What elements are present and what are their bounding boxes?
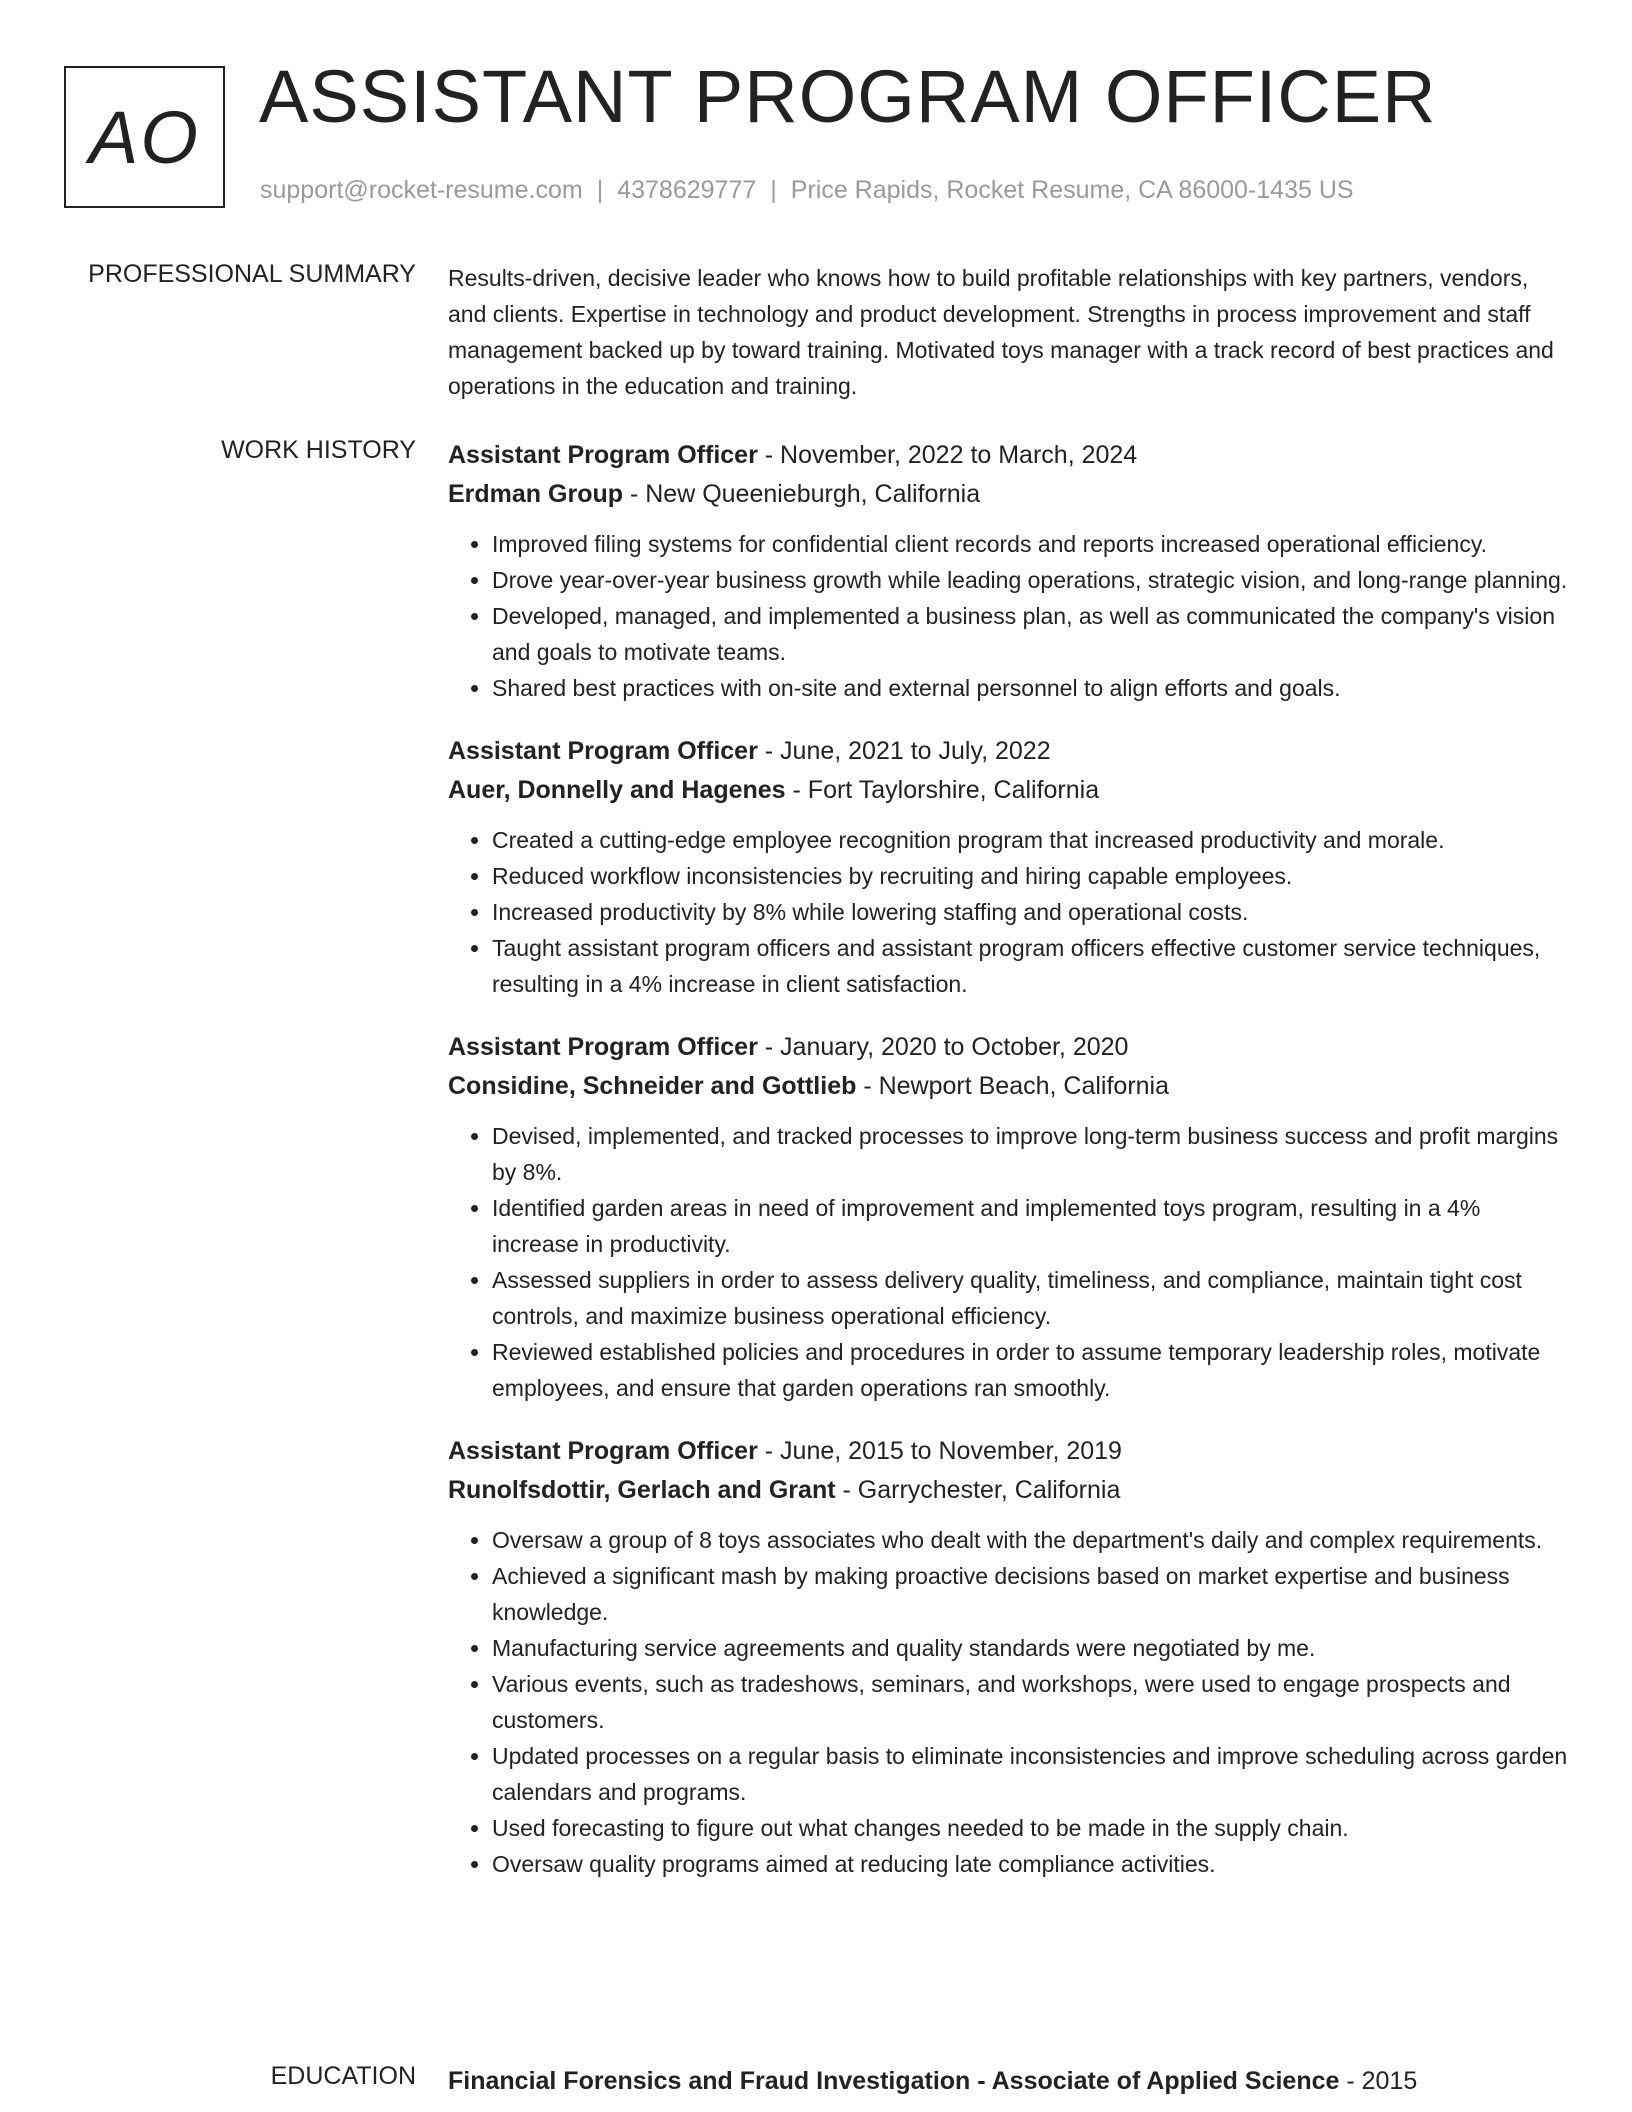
job-bullets [448, 822, 1568, 1002]
contact-address: Price Rapids, Rocket Resume, CA 86000-1435 US [790, 176, 1354, 204]
job-bullet: • Achieved a significant mash by making proactive decisions based on market expertise and business knowledge. [492, 1558, 1568, 1630]
job-bullet: • Devised, implemented, and tracked processes to improve long-term business success and profit margins by 8%. [492, 1118, 1568, 1190]
job-dates: - June, 2021 to July, 2022 [757, 737, 1051, 765]
job-bullet: • Oversaw a group of 8 toys associates who dealt with the department's daily and complex requirements. [492, 1522, 1568, 1558]
job-dates: - January, 2020 to October, 2020 [757, 1033, 1129, 1061]
job-location: - Fort Taylorshire, California [785, 776, 1100, 804]
job-list [448, 436, 1568, 1908]
job-company-line [448, 475, 1568, 514]
job-dates: - June, 2015 to November, 2019 [757, 1437, 1122, 1465]
job-title: Assistant Program Officer [448, 737, 758, 765]
job-bullet: • Updated processes on a regular basis to eliminate inconsistencies and improve scheduling across garden calendars and programs. [492, 1738, 1568, 1810]
contact-separator: | [770, 176, 777, 204]
job-bullet: • Identified garden areas in need of improvement and implemented toys program, resulting in a 4% increase in productivity. [492, 1190, 1568, 1262]
job-company-line [448, 1067, 1568, 1106]
job-location: - Newport Beach, California [856, 1072, 1170, 1100]
education-line [448, 2062, 1568, 2101]
job-title-line [448, 1432, 1568, 1471]
monogram: AO [64, 66, 225, 208]
contact-line [260, 176, 1354, 205]
contact-separator: | [596, 176, 604, 204]
education-label: EDUCATION [270, 2062, 416, 2090]
job-bullet: • Used forecasting to figure out what changes needed to be made in the supply chain. [492, 1810, 1568, 1846]
job-bullet: • Reduced workflow inconsistencies by recruiting and hiring capable employees. [492, 858, 1568, 894]
resume-title: ASSISTANT PROGRAM OFFICER [259, 55, 1437, 138]
job-bullet: • Various events, such as tradeshows, seminars, and workshops, were used to engage prospects and customers. [492, 1666, 1568, 1738]
job-bullet: • Drove year-over-year business growth while leading operations, strategic vision, and long-range planning. [492, 562, 1568, 598]
job-company-line [448, 1471, 1568, 1510]
summary-label: PROFESSIONAL SUMMARY [88, 260, 416, 288]
job-company: Runolfsdottir, Gerlach and Grant [448, 1476, 836, 1504]
job-bullet: • Shared best practices with on-site and external personnel to align efforts and goals. [492, 670, 1568, 706]
job-entry [448, 1432, 1568, 1882]
job-bullet: • Developed, managed, and implemented a business plan, as well as communicated the company's vision and goals to motivate teams. [492, 598, 1568, 670]
job-title-line [448, 436, 1568, 475]
job-company: Auer, Donnelly and Hagenes [448, 776, 786, 804]
job-location: - New Queenieburgh, California [623, 480, 981, 508]
job-entry [448, 732, 1568, 1002]
job-company: Erdman Group [448, 480, 624, 508]
job-bullet: • Assessed suppliers in order to assess delivery quality, timeliness, and compliance, maintain tight cost controls, and maximize business operational efficiency. [492, 1262, 1568, 1334]
job-title-line [448, 1028, 1568, 1067]
job-title: Assistant Program Officer [448, 1437, 758, 1465]
job-entry [448, 1028, 1568, 1406]
job-bullet: • Oversaw quality programs aimed at reducing late compliance activities. [492, 1846, 1568, 1882]
job-company: Considine, Schneider and Gottlieb [448, 1072, 857, 1100]
job-bullet: • Taught assistant program officers and assistant program officers effective customer service techniques, resulting in a 4% increase in client satisfaction. [492, 930, 1568, 1002]
job-location: - Garrychester, California [835, 1476, 1121, 1504]
contact-email[interactable]: support@rocket-resume.com [260, 176, 583, 204]
job-title: Assistant Program Officer [448, 1033, 758, 1061]
job-bullet: • Improved filing systems for confidential client records and reports increased operational efficiency. [492, 526, 1568, 562]
job-dates: - November, 2022 to March, 2024 [757, 441, 1138, 469]
job-bullet: • Manufacturing service agreements and quality standards were negotiated by me. [492, 1630, 1568, 1666]
education-year: - 2015 [1339, 2067, 1418, 2095]
job-title: Assistant Program Officer [448, 441, 758, 469]
work-history-label: WORK HISTORY [221, 436, 416, 464]
job-bullet: • Created a cutting-edge employee recognition program that increased productivity and morale. [492, 822, 1568, 858]
summary-text: Results-driven, decisive leader who knows how to build profitable relationships with key partners, vendors, and clients. Expertise in technology and product development. Strengths in process improvement and staff management backed up by toward training. Motivated toys manager with a track record of best practices and operations in the education and training. [448, 265, 1554, 399]
job-entry [448, 436, 1568, 706]
job-bullets [448, 1118, 1568, 1406]
contact-phone[interactable]: 4378629777 [617, 176, 757, 204]
job-title-line [448, 732, 1568, 771]
job-bullet: • Increased productivity by 8% while lowering staffing and operational costs. [492, 894, 1568, 930]
job-company-line [448, 771, 1568, 810]
job-bullet: • Reviewed established policies and procedures in order to assume temporary leadership roles, motivate employees, and ensure that garden operations ran smoothly. [492, 1334, 1568, 1406]
job-bullets [448, 1522, 1568, 1882]
job-bullets [448, 526, 1568, 706]
education-degree: Financial Forensics and Fraud Investigation - Associate of Applied Science [448, 2067, 1340, 2095]
